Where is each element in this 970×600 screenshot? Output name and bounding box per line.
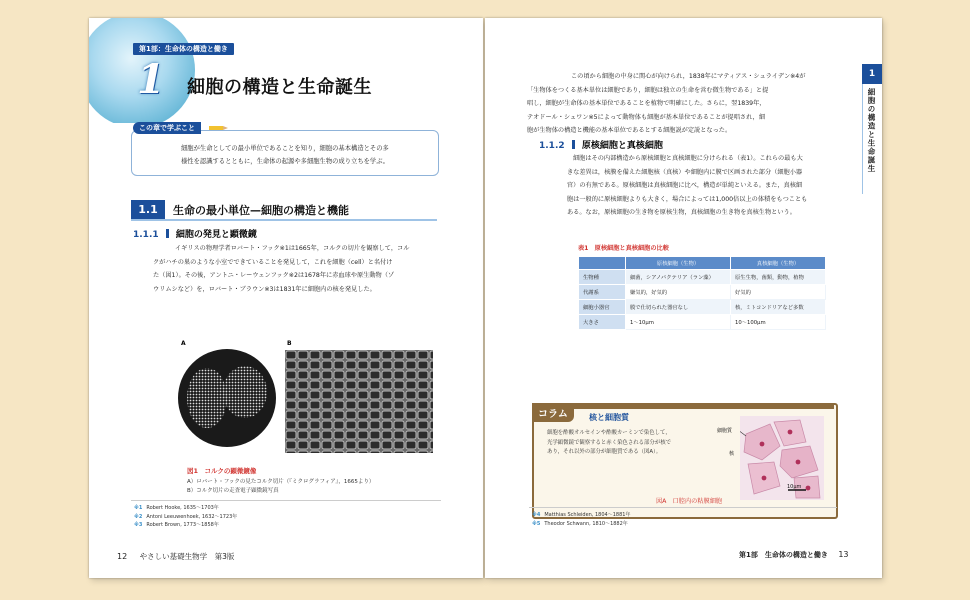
footnote-divider	[131, 500, 441, 501]
table-cell: 細胞小器官	[579, 300, 626, 315]
table-header-cell	[579, 257, 626, 270]
section-title: 生命の最小単位—細胞の構造と機能	[173, 204, 349, 217]
footnote-item	[134, 504, 237, 513]
body-line: きな差異は，核膜を備えた細胞核（真核）や細胞内に膜で区画された部分（細胞小器	[567, 168, 803, 176]
page-footer-right	[739, 550, 849, 560]
table-header-row	[579, 257, 826, 270]
figure-caption-title	[187, 466, 256, 475]
column-text-line: 細胞を酢酸オルセインや酢酸カーミンで染色して，	[547, 430, 671, 436]
mucosa-cells-image	[740, 416, 824, 500]
table-header-cell: 真核細胞（生物）	[731, 257, 826, 270]
subsection-number: 1.1.1	[133, 230, 159, 240]
table-cell: 代謝系	[579, 285, 626, 300]
table-cell: 1～10μm	[626, 315, 731, 330]
footnote-mark: ※3	[134, 522, 143, 528]
subsection-bar	[166, 229, 169, 238]
page-number: 12	[117, 552, 128, 561]
intro-line: 唱し，細胞が生命体の基本単位であることを植物で明確にした。さらに，翌1839年，	[527, 100, 766, 107]
table-header-cell: 原核細胞（生物）	[626, 257, 731, 270]
table-cell: 生物種	[579, 270, 626, 285]
column-fig-caption-text: 図A 口腔内の粘膜細胞	[656, 498, 723, 505]
page-number: 13	[838, 550, 849, 559]
intro-line: 「生物体をつくる基本単位は細胞であり，細胞は独立の生命を営む微生物である」と提	[527, 86, 769, 94]
figure-label-b: B	[287, 340, 292, 347]
pencil-icon	[209, 123, 229, 133]
running-title: やさしい基礎生物学 第3版	[139, 552, 235, 561]
comparison-table	[578, 256, 826, 330]
column-text-line: 光学顕微鏡で観察すると赤く染色される部分が核で	[547, 439, 671, 446]
figure-caption-line: A）ロバート・フックの見たコルク切片（『ミクログラフィア』，1665より）	[187, 479, 375, 485]
table-cell: 好気的	[731, 285, 826, 300]
body-line: ある。なお，原核細胞の生き物を原核生物，真核細胞の生き物を真核生物という。	[567, 209, 796, 216]
footnote-text: Antoni Leeuwenhoek, 1632～1723年	[146, 513, 238, 520]
table-cell: 細菌，シアノバクテリア（ラン藻）	[626, 270, 731, 285]
body-line: 胞は一般的に原核細胞よりも大きく，場合によっては1,000倍以上の体積をもつことも	[567, 195, 808, 203]
fig-label-nucleus: 核	[729, 451, 735, 457]
cork-sem-image	[285, 350, 433, 453]
column-text-line: あり，それ以外の部分が細胞質である（図A）。	[547, 449, 662, 455]
figure-caption-line: B）コルク切片の走査電子顕微鏡写真	[187, 488, 279, 494]
page-footer-left	[117, 551, 234, 562]
intro-paragraph	[527, 70, 805, 138]
learn-text-line: 細胞が生命としての最小単位であることを知り，細胞の基本構造とその多	[181, 145, 389, 152]
body-line: 官）の有無である。原核細胞は真核細胞に比べ，構造が単純といえる。また，真核細	[567, 182, 803, 189]
column-label: コラム	[532, 403, 574, 422]
intro-line: テオドール・シュワン※5によって動物体も細胞が基本単位であることが提唱され，細	[527, 113, 766, 121]
table-cell: 原生生物，菌類，動物，植物	[731, 270, 826, 285]
footnote-mark: ※1	[134, 505, 143, 511]
subsection-heading-2	[539, 138, 663, 151]
section-number: 1.1	[131, 200, 165, 219]
footnote-mark: ※5	[532, 520, 541, 527]
paragraph	[153, 242, 409, 296]
subsection-title: 細胞の発見と顕微鏡	[175, 230, 257, 240]
table-caption	[578, 243, 669, 252]
table-row	[579, 285, 826, 300]
fig-label-cytoplasm: 細胞質	[717, 428, 733, 434]
chapter-number: 1	[137, 56, 165, 103]
learn-text-line: 様性を認識するとともに，生命体の起源や多細胞生物の成り立ちを学ぶ。	[181, 158, 389, 165]
table-cell: 嫌気的，好気的	[626, 285, 731, 300]
body-paragraph	[567, 152, 807, 220]
table-row	[579, 300, 826, 315]
subsection-title: 原核細胞と真核細胞	[581, 141, 663, 151]
table-cell: 大きさ	[579, 315, 626, 330]
column-topbar	[532, 403, 834, 409]
table-cell: 10～100μm	[731, 315, 826, 330]
table-cell: 核，ミトコンドリアなど多数	[731, 300, 826, 315]
footnote-text: Robert Brown, 1773～1858年	[146, 522, 219, 528]
footnote-text: Robert Hooke, 1635～1703年	[146, 505, 219, 511]
cork-drawing-image	[177, 348, 277, 448]
footnote-text: Theodor Schwann, 1810～1882年	[544, 520, 628, 527]
footnote-item	[134, 521, 237, 530]
column-fig-caption	[656, 496, 722, 505]
footnote-divider	[529, 507, 837, 508]
paragraph-line: クがハチの巣のような小室でできていることを発見して，これを細胞（cell）と名付け	[153, 258, 393, 266]
right-page	[485, 18, 882, 578]
learn-label: この章で学ぶこと	[133, 122, 201, 134]
figure-label-a: A	[181, 340, 186, 347]
footnote-mark: ※2	[134, 513, 143, 520]
running-title: 第1部 生命体の構造と働き	[739, 551, 828, 559]
left-page	[89, 18, 483, 578]
table-row	[579, 270, 826, 285]
chapter-tab-number: 1	[862, 64, 882, 84]
column-title: 核と細胞質	[589, 413, 629, 422]
intro-line: この頃から細胞の中身に関心が向けられ，1838年にマティアス・シュライデン※4が	[571, 73, 806, 80]
paragraph-line: ウリムシなど）を，ロバート・ブラウン※3は1831年に細胞内の核を発見した。	[153, 285, 376, 293]
paragraph-line: イギリスの物理学者ロバート・フック※1は1665年，コルクの切片を観察して，コル	[175, 245, 410, 252]
subsection-bar	[572, 140, 575, 149]
table-cell: 膜で仕切られた器官なし	[626, 300, 731, 315]
section-heading	[131, 200, 437, 221]
footnote-item	[532, 520, 630, 529]
subsection-heading	[133, 227, 257, 240]
footnote-item	[134, 513, 237, 522]
body-line: 細胞はその内部構造から原核細胞と真核細胞に分けられる（表1）。これらの最も大	[573, 155, 803, 162]
chapter-tab-text: 細胞の構造と生命誕生	[867, 88, 876, 173]
footnotes	[134, 504, 237, 530]
table-caption-text: 表1 原核細胞と真核細胞の比較	[578, 245, 669, 252]
fig-scale-label: 10μm	[787, 484, 802, 490]
footnote-item	[532, 511, 630, 520]
column-text	[547, 429, 671, 458]
chapter-title: 細胞の構造と生命誕生	[187, 77, 372, 98]
footnote-text: Matthias Schleiden, 1804～1881年	[544, 512, 631, 518]
footnote-mark: ※4	[532, 512, 541, 518]
paragraph-line: た（図1）。その後，アントニ・レーウェンフック※2は1678年に赤血球や原生動物（ゾ	[153, 272, 395, 279]
intro-line: 胞が生物体の構造と機能の基本単位であるとする細胞説が定説となった。	[527, 127, 732, 134]
figure-caption-lines	[187, 478, 374, 496]
subsection-number: 1.1.2	[539, 141, 565, 151]
footnotes	[532, 511, 630, 528]
part-label: 第1部：生命体の構造と働き	[133, 43, 234, 55]
figure-caption-text: 図1 コルクの顕微鏡像	[187, 467, 257, 475]
learn-text	[181, 142, 389, 168]
table-row	[579, 315, 826, 330]
